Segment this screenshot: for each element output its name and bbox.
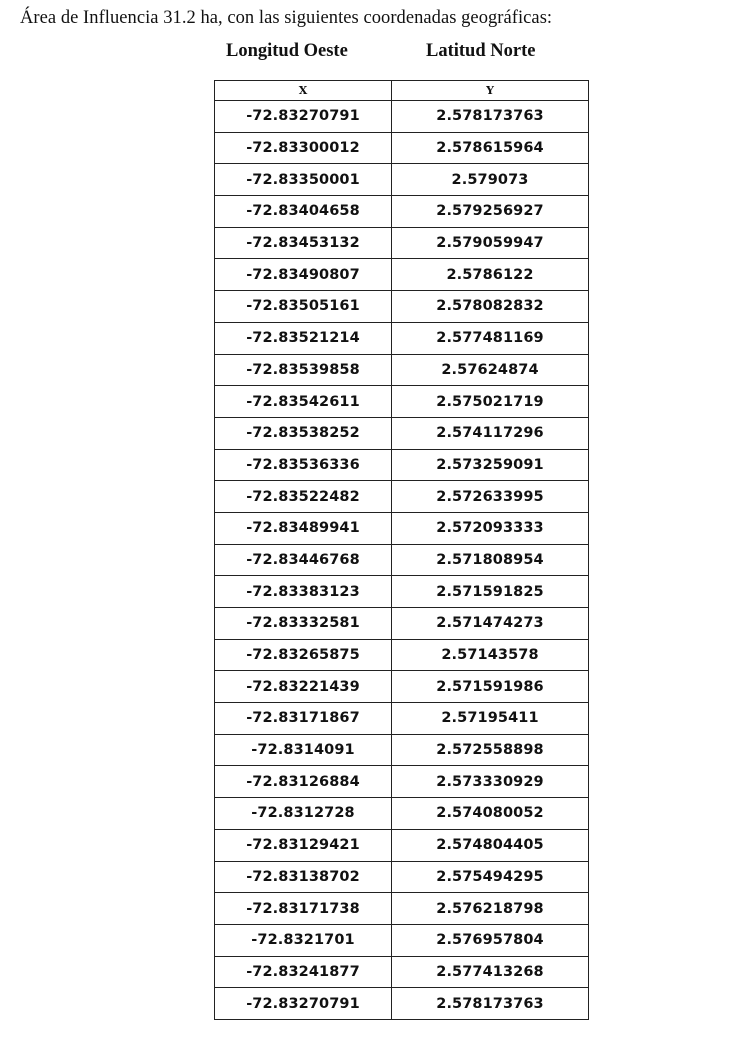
- table-row: [215, 481, 589, 513]
- coordinates-body: [215, 101, 589, 1020]
- table-header-row: [215, 81, 589, 101]
- latitude-cell: 2.5786122: [392, 259, 589, 291]
- longitude-cell: -72.83350001: [215, 164, 392, 196]
- longitude-cell: -72.83536336: [215, 449, 392, 481]
- longitude-cell: -72.83383123: [215, 576, 392, 608]
- latitude-cell: 2.575494295: [392, 861, 589, 893]
- latitude-cell: 2.577413268: [392, 956, 589, 988]
- longitude-cell: -72.8312728: [215, 798, 392, 830]
- longitude-cell: -72.83453132: [215, 227, 392, 259]
- header-x: X: [215, 81, 392, 101]
- longitude-cell: -72.83404658: [215, 196, 392, 228]
- latitude-cell: 2.572558898: [392, 734, 589, 766]
- latitude-cell: 2.57195411: [392, 703, 589, 735]
- longitude-cell: -72.83446768: [215, 544, 392, 576]
- longitude-cell: -72.83171738: [215, 893, 392, 925]
- latitude-cell: 2.578173763: [392, 101, 589, 133]
- coordinates-table: [214, 80, 589, 1020]
- latitude-cell: 2.579073: [392, 164, 589, 196]
- longitude-cell: -72.83221439: [215, 671, 392, 703]
- table-row: [215, 956, 589, 988]
- table-row: [215, 196, 589, 228]
- latitude-cell: 2.578615964: [392, 132, 589, 164]
- longitude-title: Longitud Oeste: [226, 41, 348, 61]
- table-row: [215, 988, 589, 1020]
- longitude-cell: -72.8321701: [215, 924, 392, 956]
- table-row: [215, 386, 589, 418]
- latitude-cell: 2.577481169: [392, 322, 589, 354]
- latitude-cell: 2.574080052: [392, 798, 589, 830]
- table-row: [215, 132, 589, 164]
- latitude-cell: 2.571474273: [392, 608, 589, 640]
- longitude-cell: -72.83270791: [215, 101, 392, 133]
- table-row: [215, 734, 589, 766]
- longitude-cell: -72.83270791: [215, 988, 392, 1020]
- latitude-cell: 2.573259091: [392, 449, 589, 481]
- longitude-cell: -72.83241877: [215, 956, 392, 988]
- latitude-cell: 2.579059947: [392, 227, 589, 259]
- latitude-cell: 2.572093333: [392, 512, 589, 544]
- latitude-cell: 2.578173763: [392, 988, 589, 1020]
- table-row: [215, 861, 589, 893]
- table-row: [215, 608, 589, 640]
- table-row: [215, 893, 589, 925]
- table-row: [215, 512, 589, 544]
- table-row: [215, 766, 589, 798]
- latitude-cell: 2.574804405: [392, 829, 589, 861]
- table-row: [215, 449, 589, 481]
- longitude-cell: -72.83300012: [215, 132, 392, 164]
- table-row: [215, 639, 589, 671]
- longitude-cell: -72.83522482: [215, 481, 392, 513]
- longitude-cell: -72.83171867: [215, 703, 392, 735]
- table-row: [215, 259, 589, 291]
- table-row: [215, 322, 589, 354]
- table-row: [215, 924, 589, 956]
- latitude-cell: 2.571808954: [392, 544, 589, 576]
- latitude-cell: 2.576218798: [392, 893, 589, 925]
- latitude-cell: 2.572633995: [392, 481, 589, 513]
- table-row: [215, 703, 589, 735]
- table-row: [215, 544, 589, 576]
- longitude-cell: -72.83126884: [215, 766, 392, 798]
- column-titles: [0, 41, 756, 67]
- table-row: [215, 671, 589, 703]
- latitude-cell: 2.578082832: [392, 291, 589, 323]
- latitude-cell: 2.573330929: [392, 766, 589, 798]
- table-row: [215, 291, 589, 323]
- longitude-cell: -72.8314091: [215, 734, 392, 766]
- table-row: [215, 354, 589, 386]
- table-row: [215, 101, 589, 133]
- longitude-cell: -72.83490807: [215, 259, 392, 291]
- latitude-cell: 2.57624874: [392, 354, 589, 386]
- longitude-cell: -72.83521214: [215, 322, 392, 354]
- latitude-cell: 2.576957804: [392, 924, 589, 956]
- longitude-cell: -72.83129421: [215, 829, 392, 861]
- latitude-cell: 2.571591825: [392, 576, 589, 608]
- latitude-cell: 2.57143578: [392, 639, 589, 671]
- longitude-cell: -72.83332581: [215, 608, 392, 640]
- longitude-cell: -72.83138702: [215, 861, 392, 893]
- table-row: [215, 227, 589, 259]
- longitude-cell: -72.83505161: [215, 291, 392, 323]
- intro-text: Área de Influencia 31.2 ha, con las siguientes coordenadas geográficas:: [20, 8, 553, 28]
- latitude-cell: 2.579256927: [392, 196, 589, 228]
- latitude-cell: 2.571591986: [392, 671, 589, 703]
- longitude-cell: -72.83265875: [215, 639, 392, 671]
- header-y: Y: [392, 81, 589, 101]
- table-row: [215, 829, 589, 861]
- table-row: [215, 798, 589, 830]
- longitude-cell: -72.83542611: [215, 386, 392, 418]
- table-row: [215, 576, 589, 608]
- table-row: [215, 164, 589, 196]
- table-row: [215, 417, 589, 449]
- longitude-cell: -72.83538252: [215, 417, 392, 449]
- longitude-cell: -72.83539858: [215, 354, 392, 386]
- latitude-cell: 2.575021719: [392, 386, 589, 418]
- latitude-title: Latitud Norte: [426, 41, 536, 61]
- latitude-cell: 2.574117296: [392, 417, 589, 449]
- longitude-cell: -72.83489941: [215, 512, 392, 544]
